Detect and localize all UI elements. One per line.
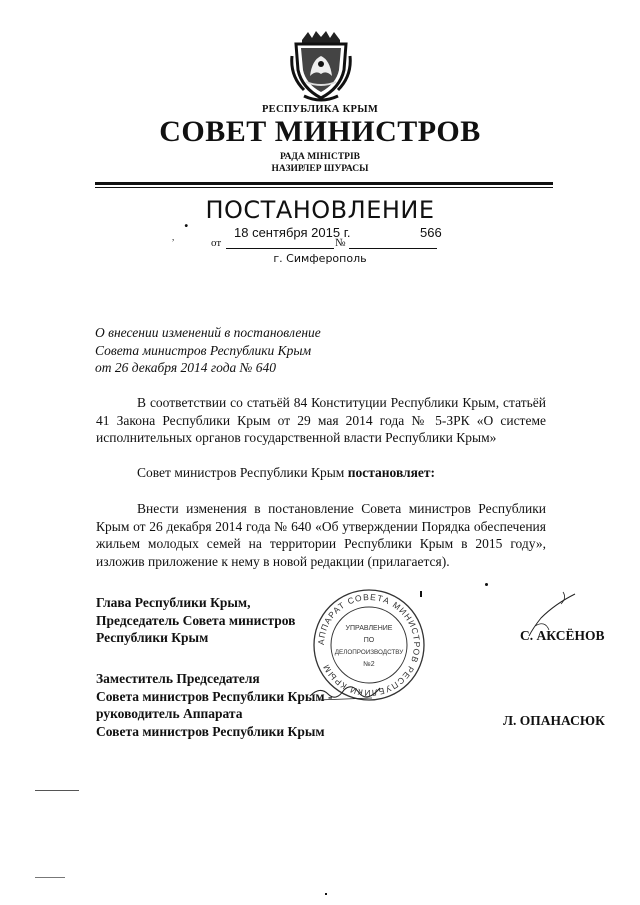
stamp-ring-text: АППАРАТ СОВЕТА МИНИСТРОВ РЕСПУБЛИКИ КРЫМ bbox=[315, 591, 423, 699]
signature-1-icon bbox=[505, 590, 585, 645]
coat-of-arms-icon bbox=[290, 30, 352, 102]
header-rule-thick bbox=[95, 182, 553, 185]
signatory-1-line-1: Глава Республики Крым, bbox=[96, 595, 251, 610]
signatory-2-line-3: руководитель Аппарата bbox=[96, 706, 243, 721]
signatory-1-line-2: Председатель Совета министров bbox=[96, 612, 296, 628]
subject-line-3: от 26 декабря 2014 года № 640 bbox=[95, 360, 276, 375]
margin-mark bbox=[420, 591, 422, 597]
date-label: от bbox=[211, 237, 222, 249]
document-number: 566 bbox=[420, 225, 442, 240]
city-name: г. Симферополь bbox=[273, 252, 367, 265]
signatory-2-name: Л. ОПАНАСЮК bbox=[503, 713, 605, 728]
signatory-1-name: С. АКСЁНОВ bbox=[520, 628, 605, 643]
stamp-line-4: №2 bbox=[363, 661, 375, 668]
stamp-line-2: ПО bbox=[363, 637, 375, 644]
resolves-keyword: постановляет: bbox=[347, 465, 436, 480]
council-title-crimean-tatar: НАЗИРЛЕР ШУРАСЫ bbox=[271, 164, 369, 174]
signatory-2-line-2: Совета министров Республики Крым - bbox=[96, 688, 333, 704]
number-label: № bbox=[335, 237, 346, 249]
stamp-line-1: УПРАВЛЕНИЕ bbox=[345, 625, 393, 632]
document-date: 18 сентября 2015 г. bbox=[234, 225, 351, 240]
decorative-dot: . bbox=[184, 211, 189, 231]
council-title: СОВЕТ МИНИСТРОВ bbox=[159, 115, 481, 148]
body-paragraph-decision: Внести изменения в постановление Совета министров Республики Крым от 26 декабря 2014 года № 640 «Об утверждении Порядка обеспечения жильем молодых семей на территории Республики Крым в 2015 году», изложив приложение к нему в новой редакции (прилагается). bbox=[96, 501, 546, 569]
page-dot bbox=[325, 893, 327, 895]
number-underline bbox=[349, 248, 437, 249]
signatory-1-line-3: Республики Крым bbox=[96, 630, 209, 645]
subject-line-2: Совета министров Республики Крым bbox=[95, 343, 312, 358]
document-type-title: ПОСТАНОВЛЕНИЕ bbox=[205, 196, 435, 224]
body-paragraph-basis: В соответствии со статьёй 84 Конституции Республики Крым, статьёй 41 Закона Республики Крым от 29 мая 2014 года № 5-ЗРК «О системе исполнительных органов государственной власти Республики Крым» bbox=[96, 395, 546, 445]
resolves-text: Совет министров Республики Крым bbox=[137, 465, 348, 480]
council-title-ukrainian: РАДА МІНІСТРІВ bbox=[279, 152, 360, 162]
signatory-1-title bbox=[96, 594, 336, 647]
stamp-line-3: ДЕЛОПРОИЗВОДСТВУ bbox=[334, 649, 404, 656]
signatory-2-line-4: Совета министров Республики Крым bbox=[96, 723, 325, 739]
header-rule-thin bbox=[95, 187, 553, 188]
margin-line bbox=[35, 790, 79, 791]
subject-line-1: О внесении изменений в постановление bbox=[95, 325, 321, 340]
margin-dash bbox=[35, 877, 65, 878]
body-paragraph-resolves bbox=[96, 464, 546, 482]
date-underline bbox=[226, 248, 334, 249]
signatory-2-line-1: Заместитель Председателя bbox=[96, 671, 260, 686]
republic-name: РЕСПУБЛИКА КРЫМ bbox=[261, 104, 379, 115]
margin-dot bbox=[485, 583, 488, 586]
signature-2-icon bbox=[308, 682, 382, 704]
margin-tick: , bbox=[172, 232, 175, 242]
